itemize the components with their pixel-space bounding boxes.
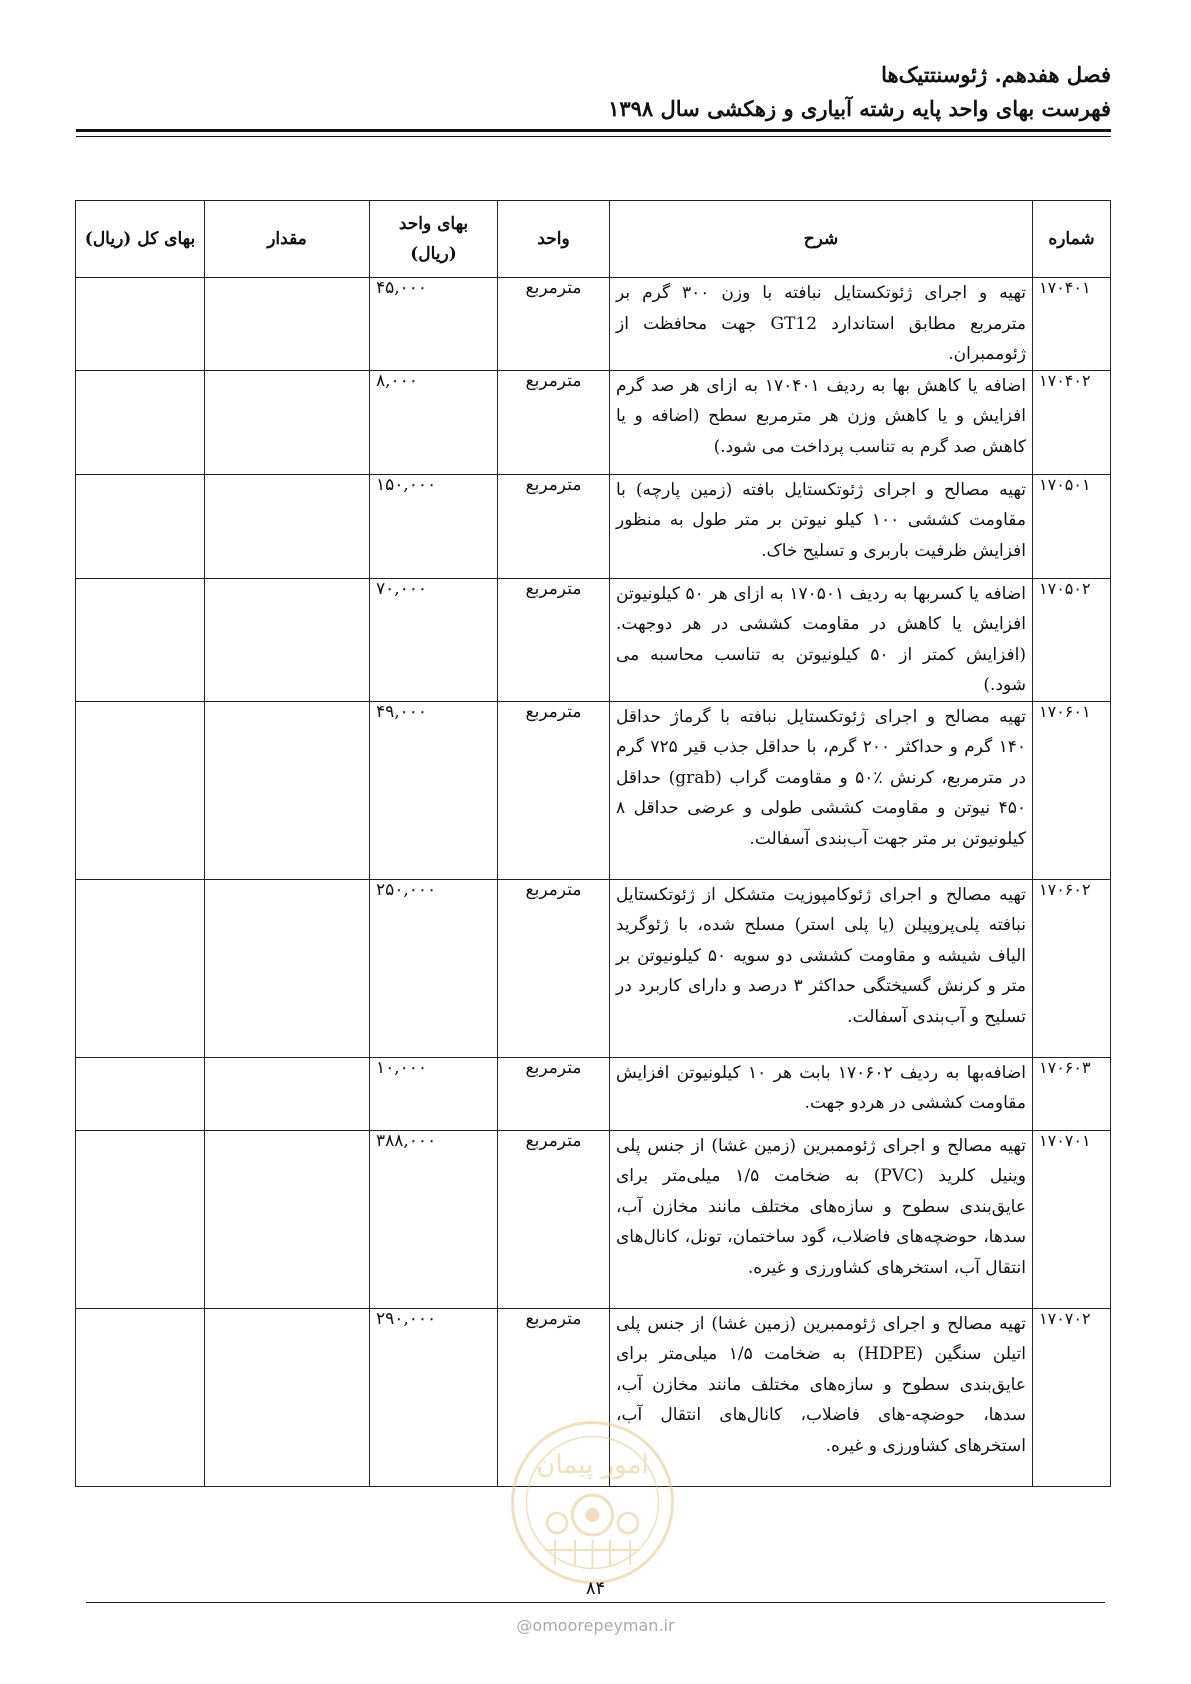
watermark-logo: [505, 1415, 680, 1590]
row-unit-price: ۸,۰۰۰: [370, 370, 498, 474]
row-description: تهیه و اجرای ژئوتکستایل نبافته با وزن ۳۰۰ گرم بر مترمربع مطابق استاندارد GT12 جهت محافظت از ژئوممبران.: [610, 278, 1033, 371]
row-unit-price: ۳۸۸,۰۰۰: [370, 1130, 498, 1308]
row-number: ۱۷۰۴۰۱: [1033, 278, 1111, 371]
row-description: اضافه یا کسربها به ردیف ۱۷۰۵۰۱ به ازای هر ۵۰ کیلونیوتن افزایش یا کاهش در مقاومت کششی در هر دوجهت. (افزایش کمتر از ۵۰ کیلونیوتن به تناسب محاسبه می شود.): [610, 578, 1033, 701]
row-description: تهیه مصالح و اجرای ژئوممبرین (زمین غشا) از جنس پلی وینیل کلرید (PVC) به ضخامت ۱/۵ میلی‌متر برای عایق‌بندی سطوح و سازه‌های مختلف مانند مخازن آب، سدها، حوضچه‌های فاضلاب، گود ساختمان، تونل، کانال‌های انتقال آب، استخرهای کشاورزی و غیره.: [610, 1130, 1033, 1308]
row-quantity: [205, 701, 370, 879]
row-unit: مترمربع: [498, 278, 610, 371]
price-list-table: [75, 200, 1111, 1487]
row-quantity: [205, 1057, 370, 1130]
footer-rule: [86, 1602, 1105, 1603]
row-number: ۱۷۰۶۰۲: [1033, 879, 1111, 1057]
page-number: ۸۴: [585, 1578, 606, 1599]
row-unit-price: ۱۵۰,۰۰۰: [370, 474, 498, 578]
row-unit-price: ۲۹۰,۰۰۰: [370, 1308, 498, 1486]
row-total: [76, 370, 205, 474]
row-quantity: [205, 1308, 370, 1486]
row-unit: مترمربع: [498, 1057, 610, 1130]
column-header-description: شرح: [610, 201, 1033, 278]
row-unit-price: ۷۰,۰۰۰: [370, 578, 498, 701]
row-description: تهیه مصالح و اجرای ژئوتکستایل بافته (زمین پارچه) با مقاومت کششی ۱۰۰ کیلو نیوتن بر متر طول به منظور افزایش ظرفیت باربری و تسلیح خاک.: [610, 474, 1033, 578]
header-rule-thin: [76, 136, 1111, 137]
row-unit-price: ۴۵,۰۰۰: [370, 278, 498, 371]
row-total: [76, 1308, 205, 1486]
row-quantity: [205, 879, 370, 1057]
table-row: [76, 370, 1111, 474]
row-unit-price: ۴۹,۰۰۰: [370, 701, 498, 879]
row-number: ۱۷۰۴۰۲: [1033, 370, 1111, 474]
table-row: [76, 578, 1111, 701]
row-total: [76, 701, 205, 879]
header-rule-thick: [76, 129, 1111, 132]
row-number: ۱۷۰۵۰۲: [1033, 578, 1111, 701]
row-total: [76, 578, 205, 701]
column-header-unit-price: بهای واحد (ریال): [370, 201, 498, 278]
footer-source-link[interactable]: @omoorepeyman.ir: [516, 1616, 675, 1635]
table-row: [76, 1130, 1111, 1308]
row-total: [76, 1057, 205, 1130]
column-header-total: بهای کل (ریال): [76, 201, 205, 278]
row-quantity: [205, 1130, 370, 1308]
row-unit-price: ۲۵۰,۰۰۰: [370, 879, 498, 1057]
row-number: ۱۷۰۷۰۱: [1033, 1130, 1111, 1308]
row-description: تهیه مصالح و اجرای ژئوممبرین (زمین غشا) از جنس پلی اتیلن سنگین (HDPE) به ضخامت ۱/۵ میلی‌متر برای عایق‌بندی سطوح و سازه‌های مختلف مانند مخازن آب، سدها، حوضچه‌-های فاضلاب، کانال‌های انتقال آب، استخرهای کشاورزی و غیره.: [610, 1308, 1033, 1486]
row-unit: مترمربع: [498, 701, 610, 879]
watermark-text: امور پیمان: [536, 1450, 649, 1480]
page-header: [76, 58, 1111, 126]
document-subtitle: فهرست بهای واحد پایه رشته آبیاری و زهکشی سال ۱۳۹۸: [608, 96, 1111, 121]
table-row: [76, 474, 1111, 578]
row-number: ۱۷۰۷۰۲: [1033, 1308, 1111, 1486]
row-unit: مترمربع: [498, 474, 610, 578]
row-total: [76, 1130, 205, 1308]
row-total: [76, 879, 205, 1057]
row-total: [76, 278, 205, 371]
row-unit: مترمربع: [498, 879, 610, 1057]
column-header-quantity: مقدار: [205, 201, 370, 278]
row-unit: مترمربع: [498, 578, 610, 701]
row-unit: مترمربع: [498, 370, 610, 474]
row-number: ۱۷۰۵۰۱: [1033, 474, 1111, 578]
row-number: ۱۷۰۶۰۱: [1033, 701, 1111, 879]
row-unit: مترمربع: [498, 1308, 610, 1486]
table-row: [76, 1057, 1111, 1130]
row-description: تهیه مصالح و اجرای ژئوکامپوزیت متشکل از ژئوتکستایل نبافته پلی‌پروپیلن (یا پلی استر) مسلح شده، با ژئوگرید الیاف شیشه و مقاومت کششی دو سویه ۵۰ کیلونیوتن بر متر و کرنش گسیختگی حداکثر ۳ درصد و دارای کاربرد در تسلیح و آب‌بندی آسفالت.: [610, 879, 1033, 1057]
row-description: تهیه مصالح و اجرای ژئوتکستایل نبافته با گرماژ حداقل ۱۴۰ گرم و حداکثر ۲۰۰ گرم، با حداقل جذب قیر ۷۲۵ گرم در مترمربع، کرنش ٪۵۰ و مقاومت گراب (grab) حداقل ۴۵۰ نیوتن و مقاومت کششی طولی و عرضی حداقل ۸ کیلونیوتن بر متر جهت آب‌بندی آسفالت.: [610, 701, 1033, 879]
row-description: اضافه یا کاهش بها به ردیف ۱۷۰۴۰۱ به ازای هر صد گرم افزایش و یا کاهش وزن هر مترمربع سطح (اضافه و یا کاهش صد گرم به تناسب پرداخت می شود.): [610, 370, 1033, 474]
row-quantity: [205, 578, 370, 701]
row-quantity: [205, 474, 370, 578]
row-description: اضافه‌بها به ردیف ۱۷۰۶۰۲ بابت هر ۱۰ کیلونیوتن افزایش مقاومت کششی در هردو جهت.: [610, 1057, 1033, 1130]
row-number: ۱۷۰۶۰۳: [1033, 1057, 1111, 1130]
table-row: [76, 278, 1111, 371]
table-header-row: [76, 201, 1111, 278]
row-quantity: [205, 370, 370, 474]
row-total: [76, 474, 205, 578]
table-row: [76, 879, 1111, 1057]
column-header-number: شماره: [1033, 201, 1111, 278]
table-row: [76, 701, 1111, 879]
row-quantity: [205, 278, 370, 371]
row-unit: مترمربع: [498, 1130, 610, 1308]
row-unit-price: ۱۰,۰۰۰: [370, 1057, 498, 1130]
column-header-unit: واحد: [498, 201, 610, 278]
chapter-title: فصل هفدهم. ژئوسنتتیک‌ها: [881, 62, 1111, 87]
